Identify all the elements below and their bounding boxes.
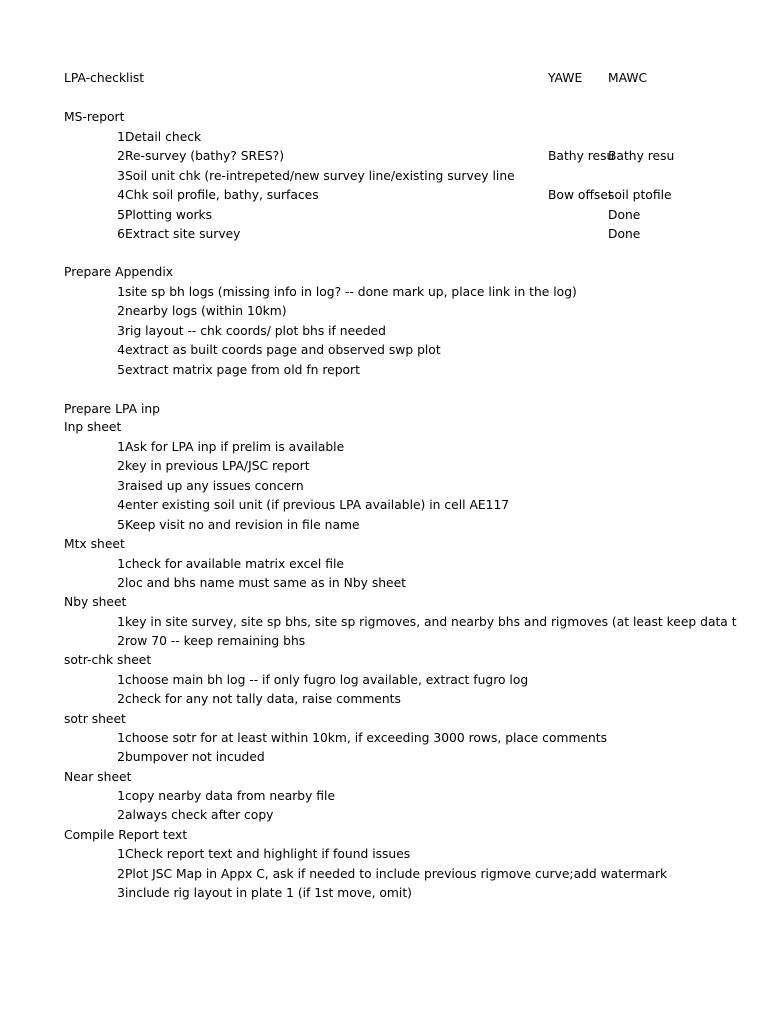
item-number: 2: [117, 866, 125, 881]
subsection-title-sotr-chk-sheet: sotr-chk sheet: [64, 653, 152, 667]
item-text: Check report text and highlight if found issues: [125, 847, 411, 861]
item-number: 6: [117, 227, 125, 241]
section-title-ms-report: MS-report: [64, 110, 125, 124]
item-number: 2: [117, 634, 125, 648]
subsection-title-row: [0, 826, 768, 846]
item-text: Re-survey (bathy? SRES?): [125, 149, 284, 163]
checklist-row: [0, 322, 768, 342]
item-number: 5: [117, 362, 125, 377]
subsection-title-row: [0, 710, 768, 730]
page-title: LPA-checklist: [64, 71, 145, 85]
item-text: bumpover not incuded: [125, 750, 265, 764]
item-text: key in site survey, site sp bhs, site sp rigmoves, and nearby bhs and rigmoves (at least keep data t: [125, 614, 737, 629]
checklist-row: [0, 865, 768, 885]
item-text: nearby logs (within 10km): [125, 304, 287, 318]
checklist-row: [0, 438, 768, 458]
item-number: 1: [117, 439, 125, 454]
checklist-row: [0, 748, 768, 768]
item-number: 3: [117, 168, 125, 183]
item-text: Soil unit chk (re-intrepeted/new survey line/existing survey line: [125, 168, 515, 183]
item-text: always check after copy: [125, 808, 274, 822]
section-title-row: [0, 108, 768, 128]
subsection-title-row: [0, 593, 768, 613]
checklist-row: [0, 806, 768, 826]
item-number: 4: [117, 188, 125, 202]
checklist-row: [0, 729, 768, 749]
subsection-title-row: [0, 535, 768, 555]
item-number: 2: [117, 750, 125, 764]
item-text: raised up any issues concern: [125, 478, 304, 493]
item-text: Chk soil profile, bathy, surfaces: [125, 188, 319, 202]
section-title-row: [0, 400, 768, 420]
item-number: 3: [117, 323, 125, 338]
item-number: 2: [117, 692, 125, 706]
section-title-lpa-inp: Prepare LPA inp: [64, 401, 160, 416]
checklist-row: [0, 555, 768, 575]
checklist-row: [0, 787, 768, 807]
item-text: rig layout -- chk coords/ plot bhs if needed: [125, 323, 386, 338]
subsection-title-compile-report: Compile Report text: [64, 827, 188, 842]
item-number: 3: [117, 478, 125, 493]
item-text: choose main bh log -- if only fugro log available, extract fugro log: [125, 672, 529, 687]
subsection-title-inp-sheet: Inp sheet: [64, 420, 122, 434]
checklist-row: [0, 613, 768, 633]
item-text: Ask for LPA inp if prelim is available: [125, 439, 345, 454]
item-text: enter existing soil unit (if previous LPA available) in cell AE117: [125, 498, 510, 512]
subsection-title-sotr-sheet: sotr sheet: [64, 711, 126, 726]
checklist-row: [0, 574, 768, 594]
item-number: 5: [117, 207, 125, 222]
subsection-title-row: [0, 768, 768, 788]
checklist-row: [0, 690, 768, 710]
item-number: 2: [117, 576, 125, 590]
subsection-title-near-sheet: Near sheet: [64, 769, 132, 784]
subsection-title-row: [0, 418, 768, 438]
checklist-row: [0, 206, 768, 226]
checklist-row: [0, 186, 768, 206]
checklist-row: [0, 496, 768, 516]
subsection-title-nby-sheet: Nby sheet: [64, 595, 127, 609]
item-number: 2: [117, 304, 125, 318]
item-text: Plotting works: [125, 207, 213, 222]
yawe-status: Bathy resu: [548, 149, 615, 163]
checklist-row: [0, 283, 768, 303]
item-number: 2: [117, 808, 125, 822]
item-text: extract as built coords page and observed swp plot: [125, 343, 441, 357]
mawc-status: soil ptofile: [608, 188, 672, 202]
item-text: Keep visit no and revision in file name: [125, 517, 360, 532]
item-text: Plot JSC Map in Appx C, ask if needed to include previous rigmove curve;add watermark: [125, 866, 668, 881]
item-text: row 70 -- keep remaining bhs: [125, 634, 306, 648]
mawc-status: Done: [608, 207, 641, 222]
mawc-status: Bathy resu: [608, 149, 675, 163]
item-text: key in previous LPA/JSC report: [125, 459, 310, 473]
yawe-status: Bow offset: [548, 188, 613, 202]
item-text: loc and bhs name must same as in Nby sheet: [125, 576, 406, 590]
item-number: 1: [117, 129, 125, 144]
header-row: [0, 69, 768, 89]
mawc-status: Done: [608, 227, 641, 241]
checklist-row: [0, 302, 768, 322]
subsection-title-mtx-sheet: Mtx sheet: [64, 537, 125, 551]
checklist-row: [0, 128, 768, 148]
section-title-row: [0, 263, 768, 283]
item-number: 1: [117, 789, 125, 803]
checklist-row: [0, 225, 768, 245]
subsection-title-row: [0, 651, 768, 671]
item-text: check for any not tally data, raise comments: [125, 692, 401, 706]
item-number: 2: [117, 149, 125, 163]
item-number: 1: [117, 614, 125, 629]
item-number: 1: [117, 847, 125, 861]
item-number: 4: [117, 498, 125, 512]
item-number: 1: [117, 556, 125, 571]
item-number: 2: [117, 459, 125, 473]
item-text: copy nearby data from nearby file: [125, 789, 336, 803]
checklist-row: [0, 884, 768, 904]
item-text: check for available matrix excel file: [125, 556, 344, 571]
section-title-appendix: Prepare Appendix: [64, 265, 174, 279]
item-text: Detail check: [125, 129, 202, 144]
item-text: extract matrix page from old fn report: [125, 362, 360, 377]
checklist-row: [0, 341, 768, 361]
item-text: Extract site survey: [125, 227, 241, 241]
checklist-row: [0, 845, 768, 865]
item-number: 5: [117, 517, 125, 532]
column-header-yawe: YAWE: [548, 71, 583, 85]
checklist-row: [0, 477, 768, 497]
item-text: include rig layout in plate 1 (if 1st move, omit): [125, 886, 412, 900]
item-number: 1: [117, 284, 125, 299]
checklist-row: [0, 671, 768, 691]
checklist-row: [0, 516, 768, 536]
checklist-row: [0, 457, 768, 477]
item-number: 1: [117, 731, 125, 745]
item-number: 4: [117, 343, 125, 357]
checklist-row: [0, 167, 768, 187]
checklist-row: [0, 147, 768, 167]
checklist-row: [0, 632, 768, 652]
item-number: 3: [117, 886, 125, 900]
item-text: choose sotr for at least within 10km, if exceeding 3000 rows, place comments: [125, 731, 608, 745]
item-number: 1: [117, 672, 125, 687]
item-text: site sp bh logs (missing info in log? -- done mark up, place link in the log): [125, 284, 577, 299]
checklist-row: [0, 361, 768, 381]
column-header-mawc: MAWC: [608, 71, 648, 85]
